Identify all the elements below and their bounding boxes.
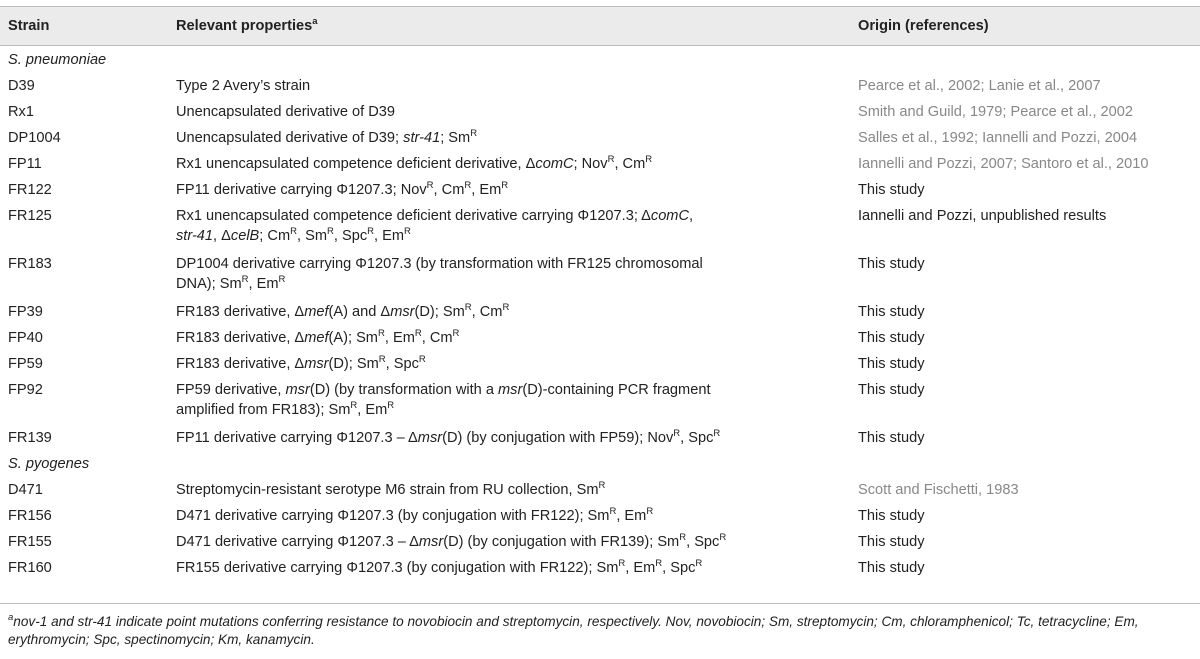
- properties-cell: DP1004 derivative carrying Φ1207.3 (by transformation with FR125 chromosomal DNA); $Sm^R$, $Em^R$: [176, 255, 703, 292]
- group-label: S. pneumoniae: [8, 52, 107, 68]
- origin-cell: This study: [858, 181, 925, 198]
- origin-cell: This study: [858, 429, 925, 446]
- reference-link[interactable]: Smith and Guild, 1979; Pearce et al., 2002: [858, 103, 1134, 120]
- table-row: [0, 176, 1200, 202]
- origin-cell: This study: [858, 303, 925, 320]
- footnote-marker: a: [8, 612, 14, 623]
- properties-cell: FP11 derivative carrying Φ1207.3 – Δmsr(D) (by conjugation with FP59); Nov$^R$, Spc$^R$: [176, 427, 721, 446]
- properties-cell: FR183 derivative, Δmef(A) and Δmsr(D); $Sm^R$, $Cm^R$: [176, 301, 510, 320]
- strain-cell: FR139: [8, 429, 52, 446]
- table-bottom-rule: [0, 603, 1200, 604]
- table-row: [0, 72, 1200, 98]
- table-row: [0, 150, 1200, 176]
- properties-cell: FR183 derivative, Δmef(A); $Sm^R$, $Em^R$, $Cm^R$: [176, 327, 460, 346]
- table-row: [0, 202, 1200, 250]
- reference-link[interactable]: Pearce et al., 2002; Lanie et al., 2007: [858, 77, 1101, 94]
- properties-cell: D471 derivative carrying Φ1207.3 (by conjugation with FR122); $Sm^R$, $Em^R$: [176, 505, 654, 524]
- group-row-pneumoniae: [0, 46, 1200, 72]
- strain-cell: D471: [8, 481, 43, 498]
- strain-table: [0, 6, 1200, 580]
- group-label: S. pyogenes: [8, 455, 90, 472]
- origin-cell: This study: [858, 533, 925, 550]
- strain-cell: DP1004: [8, 129, 61, 146]
- table-row: [0, 528, 1200, 554]
- footnote-text: nov-1 and str-41 indicate point mutations conferring resistance to novobiocin and streptomycin, respectively. Nov, novobiocin; Sm, streptomycin; Cm, chloramphenicol; Tc, tetracycline; Em, erythromycin; Spc, spectinomycin; Km, kanamycin.: [8, 614, 1139, 647]
- table-row: [0, 376, 1200, 424]
- properties-cell: Streptomycin-resistant serotype M6 strain from RU collection, $Sm^R$: [176, 479, 606, 498]
- strain-cell: Rx1: [8, 103, 34, 120]
- origin-cell: This study: [858, 329, 925, 346]
- strain-cell: FP92: [8, 381, 43, 398]
- properties-cell: Rx1 unencapsulated competence deficient derivative, ΔcomC; Nov$^R$, $Cm^R$: [176, 153, 653, 172]
- strain-cell: FP59: [8, 355, 43, 372]
- properties-cell: FP59 derivative, msr(D) (by transformation with a msr(D)-containing PCR fragment amplified from FR183); $Sm^R$, $Em^R$: [176, 381, 711, 418]
- strain-cell: FR125: [8, 207, 52, 224]
- table-row: [0, 124, 1200, 150]
- strain-cell: FP40: [8, 329, 43, 346]
- table-row: [0, 298, 1200, 324]
- strain-cell: FR156: [8, 507, 52, 524]
- reference-link[interactable]: Scott and Fischetti, 1983: [858, 481, 1019, 498]
- strain-cell: FR122: [8, 181, 52, 198]
- reference-link[interactable]: Iannelli and Pozzi, 2007; Santoro et al., 2010: [858, 155, 1149, 172]
- header-properties: Relevant properties$^a$: [168, 7, 850, 46]
- properties-cell: FR183 derivative, Δmsr(D); $Sm^R$, Spc$^R$: [176, 353, 426, 372]
- header-origin: Origin (references): [850, 7, 1200, 46]
- properties-cell: Rx1 unencapsulated competence deficient derivative carrying Φ1207.3; ΔcomC, str-41, ΔcelB; $Cm^R$, $Sm^R$, Spc$^R$, $Em^R$: [176, 207, 694, 244]
- strain-cell: FR155: [8, 533, 52, 550]
- origin-cell: This study: [858, 559, 925, 576]
- properties-cell: FP11 derivative carrying Φ1207.3; Nov$^R$, $Cm^R$, $Em^R$: [176, 179, 509, 198]
- table-header-row: [0, 7, 1200, 46]
- table-row: [0, 554, 1200, 580]
- properties-cell: Unencapsulated derivative of D39; str-41; $Sm^R$: [176, 127, 478, 146]
- origin-cell: This study: [858, 507, 925, 524]
- strain-cell: D39: [8, 77, 35, 94]
- strain-cell: FP39: [8, 303, 43, 320]
- origin-cell: Iannelli and Pozzi, unpublished results: [858, 207, 1107, 224]
- strain-cell: FR160: [8, 559, 52, 576]
- table-row: [0, 476, 1200, 502]
- table-row: [0, 424, 1200, 450]
- table-row: [0, 250, 1200, 298]
- origin-cell: This study: [858, 355, 925, 372]
- strain-cell: FP11: [8, 155, 42, 172]
- properties-cell: D471 derivative carrying Φ1207.3 – Δmsr(D) (by conjugation with FR139); $Sm^R$, Spc$^R$: [176, 531, 727, 550]
- origin-cell: This study: [858, 255, 925, 272]
- origin-cell: This study: [858, 381, 925, 398]
- header-strain: Strain: [0, 7, 168, 46]
- table-body: [0, 46, 1200, 580]
- properties-cell: Type 2 Avery’s strain: [176, 77, 311, 94]
- reference-link[interactable]: Salles et al., 1992; Iannelli and Pozzi, 2004: [858, 129, 1138, 146]
- table-row: [0, 502, 1200, 528]
- table-footnote: [8, 613, 1193, 649]
- table-row: [0, 324, 1200, 350]
- table-row: [0, 350, 1200, 376]
- group-row-pyogenes: [0, 450, 1200, 476]
- properties-cell: FR155 derivative carrying Φ1207.3 (by conjugation with FR122); $Sm^R$, $Em^R$, Spc$^R$: [176, 557, 703, 576]
- table-row: [0, 98, 1200, 124]
- properties-cell: Unencapsulated derivative of D39: [176, 103, 396, 120]
- strain-cell: FR183: [8, 255, 52, 272]
